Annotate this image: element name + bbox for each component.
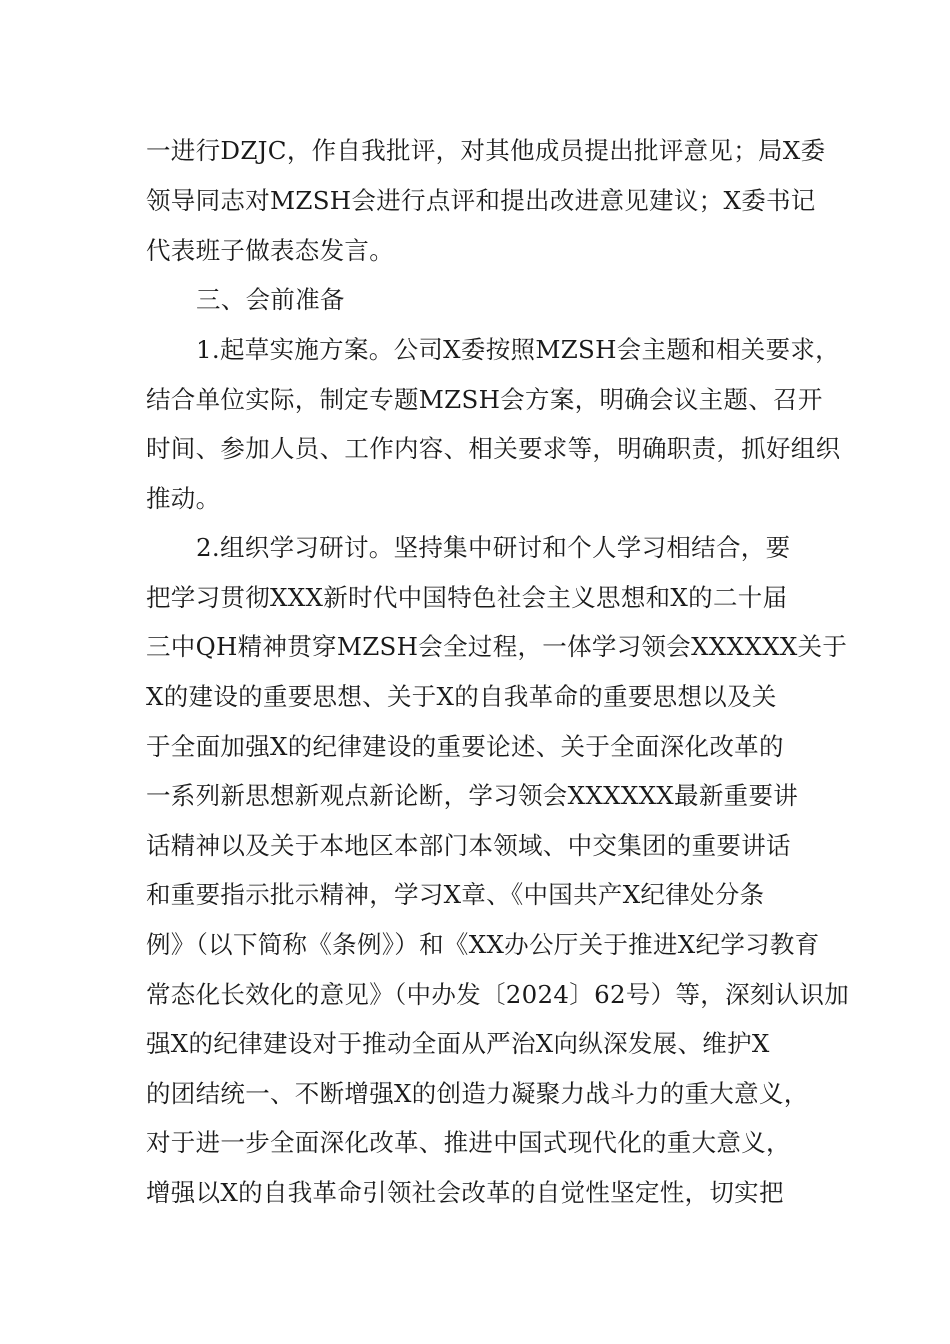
text-line: 三中QH精神贯穿MZSH会全过程，一体学习领会XXXXXX关于 xyxy=(146,632,848,661)
text-line: 和重要指示批示精神，学习X章、《中国共产X纪律处分条 xyxy=(146,880,765,909)
text-line: 话精神以及关于本地区本部门本领域、中交集团的重要讲话 xyxy=(146,831,791,860)
text-line: 代表班子做表态发言。 xyxy=(146,236,394,265)
text-line: 强X的纪律建设对于推动全面从严治X向纵深发展、维护X xyxy=(146,1029,770,1058)
text-line: 增强以X的自我革命引领社会改革的自觉性坚定性，切实把 xyxy=(146,1178,784,1207)
text-line: 对于进一步全面深化改革、推进中国式现代化的重大意义， xyxy=(146,1128,791,1157)
text-line: 把学习贯彻XXX新时代中国特色社会主义思想和X的二十届 xyxy=(146,583,788,612)
text-line: 2.组织学习研讨。坚持集中研讨和个人学习相结合，要 xyxy=(196,533,791,562)
text-line: X的建设的重要思想、关于X的自我革命的重要思想以及关 xyxy=(146,682,777,711)
text-line: 常态化长效化的意见》（中办发〔2024〕62号）等，深刻认识加 xyxy=(146,980,850,1009)
text-line: 1.起草实施方案。公司X委按照MZSH会主题和相关要求， xyxy=(196,335,840,364)
text-line: 例》（以下简称《条例》）和《XX办公厅关于推进X纪学习教育 xyxy=(146,930,820,959)
section-heading: 三、会前准备 xyxy=(196,285,345,314)
text-line: 推动。 xyxy=(146,484,221,513)
text-line: 一系列新思想新观点新论断，学习领会XXXXXX最新重要讲 xyxy=(146,781,799,810)
text-line: 结合单位实际，制定专题MZSH会方案，明确会议主题、召开 xyxy=(146,385,823,414)
text-line: 一进行DZJC，作自我批评，对其他成员提出批评意见；局X委 xyxy=(146,136,826,165)
text-line: 的团结统一、不断增强X的创造力凝聚力战斗力的重大意义， xyxy=(146,1079,809,1108)
text-line: 领导同志对MZSH会进行点评和提出改进意见建议；X委书记 xyxy=(146,186,816,215)
text-line: 于全面加强X的纪律建设的重要论述、关于全面深化改革的 xyxy=(146,732,784,761)
text-line: 时间、参加人员、工作内容、相关要求等，明确职责，抓好组织 xyxy=(146,434,841,463)
